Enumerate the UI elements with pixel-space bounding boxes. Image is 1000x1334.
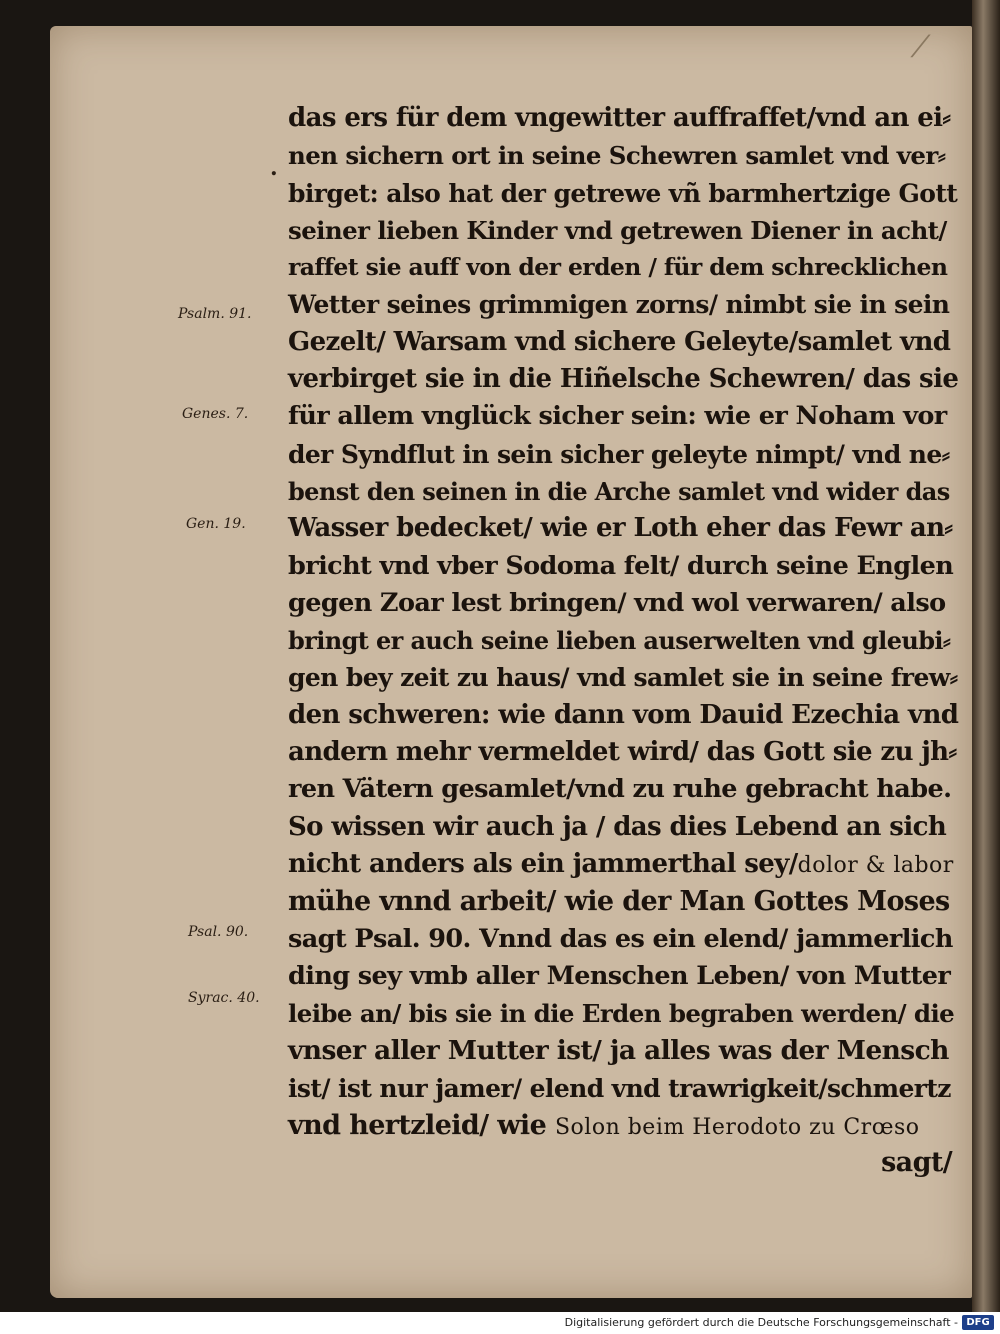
antiqua-phrase: Solon beim Herodoto zu Crœso bbox=[554, 1115, 920, 1141]
text-line: seiner lieben Kinder vnd getrewen Diener in acht/ bbox=[288, 215, 947, 245]
text-line bbox=[288, 846, 968, 883]
text-line: für allem vnglück sicher sein: wie er Noham vor bbox=[288, 401, 947, 432]
text-line: Gezelt/ Warsam vnd sichere Geleyte/samlet vnd bbox=[288, 326, 951, 357]
catchword: sagt/ bbox=[881, 1147, 952, 1179]
text-line: Wetter seines grimmigen zorns/ nimbt sie in sein bbox=[288, 290, 950, 320]
text-line: leibe an/ bis sie in die Erden begraben werden/ die bbox=[288, 999, 955, 1029]
body-text bbox=[288, 100, 968, 1182]
text-line: ist/ ist nur jamer/ elend vnd trawrigkeit/schmertz bbox=[288, 1073, 951, 1103]
funding-credit: Digitalisierung gefördert durch die Deutsche Forschungsgemeinschaft - bbox=[564, 1316, 958, 1329]
text-line: birget: also hat der getrewe vñ barmhertzige Gott bbox=[288, 178, 958, 208]
text-line: ding sey vmb aller Menschen Leben/ von Mutter bbox=[288, 960, 951, 991]
text-segment: nicht anders als ein jammerthal sey/ bbox=[288, 848, 798, 879]
text-line: den schweren: wie dann vom Dauid Ezechia vnd bbox=[288, 699, 959, 730]
text-line: benst den seinen in die Arche samlet vnd wider das bbox=[288, 476, 950, 506]
text-line bbox=[288, 1107, 968, 1144]
text-line: Wasser bedecket/ wie er Loth eher das Fewr an⸗ bbox=[288, 513, 953, 544]
pencil-mark-icon: ⁄ bbox=[918, 30, 924, 65]
text-line: mühe vnnd arbeit/ wie der Man Gottes Moses bbox=[288, 886, 950, 918]
text-line: nen sichern ort in seine Schewren samlet vnd ver⸗ bbox=[288, 141, 946, 171]
text-line: bricht vnd vber Sodoma felt/ durch seine Englen bbox=[288, 550, 954, 581]
margin-note-genesis-19: Gen. 19. bbox=[186, 516, 246, 532]
text-line: So wissen wir auch ja / das dies Lebend an sich bbox=[288, 811, 947, 842]
text-segment: vnd hertzleid/ wie bbox=[288, 1110, 547, 1142]
latin-phrase: dolor & labor bbox=[797, 852, 954, 878]
text-line: andern mehr vermeldet wird/ das Gott sie zu jh⸗ bbox=[288, 737, 957, 768]
text-line: raffet sie auff von der erden / für dem schrecklichen bbox=[288, 253, 948, 282]
text-line: ren Vätern gesamlet/vnd zu ruhe gebracht habe. bbox=[288, 774, 952, 805]
margin-dot: . bbox=[270, 155, 278, 181]
margin-note-genesis-7: Genes. 7. bbox=[182, 406, 249, 422]
text-line: der Syndflut in sein sicher geleyte nimpt/ vnd ne⸗ bbox=[288, 439, 950, 469]
text-line: vnser aller Mutter ist/ ja alles was der Mensch bbox=[288, 1035, 949, 1067]
margin-note-psal-90: Psal. 90. bbox=[188, 924, 249, 940]
book-edge bbox=[972, 0, 1000, 1312]
text-line: verbirget sie in die Hiñelsche Schewren/ das sie bbox=[288, 364, 959, 395]
text-line: bringt er auch seine lieben auserwelten vnd gleubi⸗ bbox=[288, 626, 951, 656]
text-line: sagt Psal. 90. Vnnd das es ein elend/ jammerlich bbox=[288, 923, 953, 954]
text-line: gen bey zeit zu haus/ vnd samlet sie in seine frew⸗ bbox=[288, 663, 958, 693]
footer-bar bbox=[0, 1312, 1000, 1334]
dfg-logo[interactable]: DFG bbox=[962, 1315, 994, 1330]
text-line: das ers für dem vngewitter auffraffet/vnd an ei⸗ bbox=[288, 103, 951, 133]
margin-note-syrac: Syrac. 40. bbox=[188, 990, 260, 1006]
text-line: gegen Zoar lest bringen/ vnd wol verwaren/ also bbox=[288, 587, 946, 618]
margin-note-psalm: Psalm. 91. bbox=[178, 306, 252, 322]
